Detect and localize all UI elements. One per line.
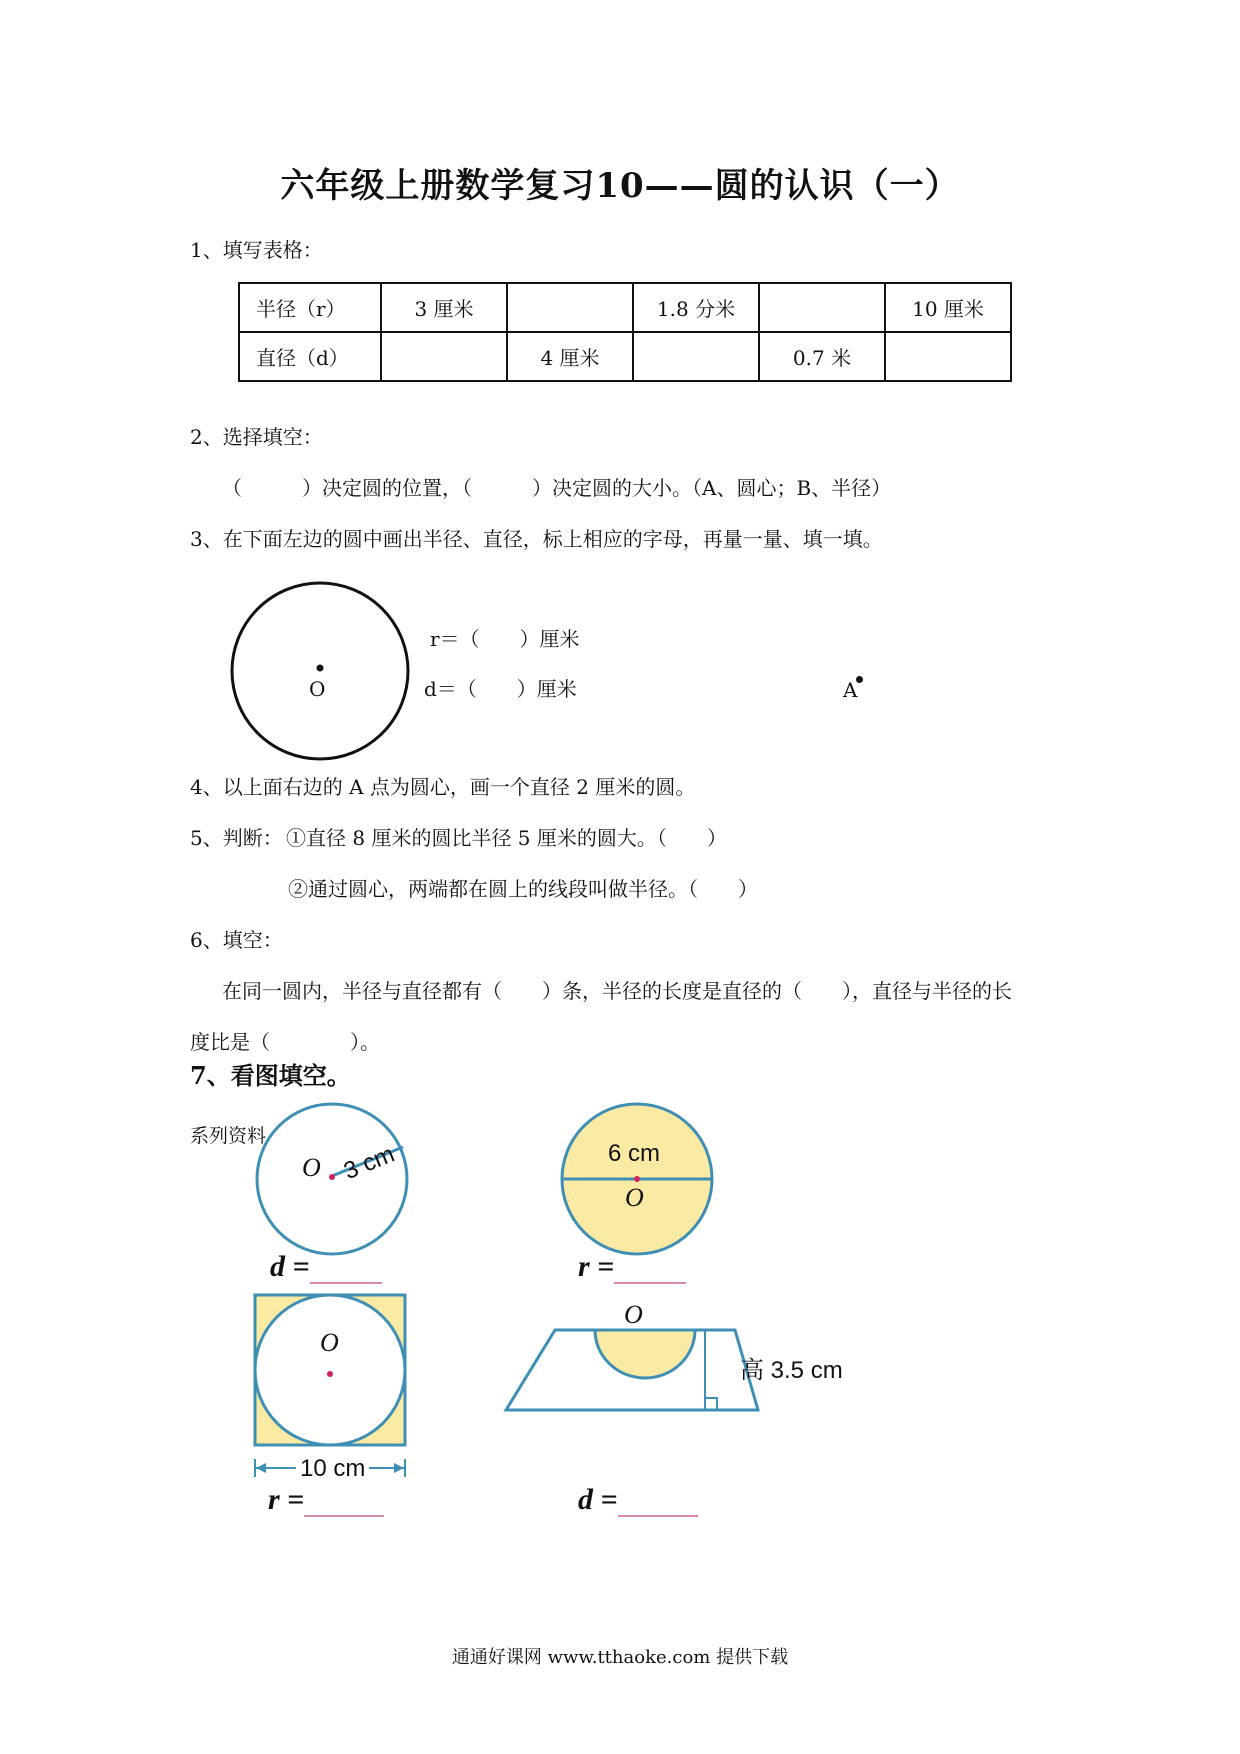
question-2-text: （ ）决定圆的位置，（ ）决定圆的大小。（A、圆心；B、半径） <box>222 476 892 500</box>
table-row <box>239 283 1011 332</box>
figure-3-circle <box>255 1295 405 1445</box>
figure-1-center-label: O <box>302 1153 321 1182</box>
diameter-answer-line: d＝（ ）厘米 <box>424 677 577 701</box>
question-6-line-2: 度比是（ ）。 <box>190 1030 380 1054</box>
answer-blank <box>304 1493 384 1517</box>
figure-3-answer-label: r = <box>268 1483 305 1516</box>
figure-1-svg <box>250 1097 420 1267</box>
page-title: 六年级上册数学复习10——圆的认识（一） <box>280 166 960 206</box>
figure-3-center-label: O <box>320 1328 339 1357</box>
figure-2-answer-label: r = <box>578 1250 615 1283</box>
answer-blank <box>618 1493 698 1517</box>
figure-1-answer <box>270 1250 382 1284</box>
table-cell: 0.7 米 <box>759 332 885 381</box>
figure-4-answer-label: d = <box>578 1483 618 1516</box>
figure-4-answer <box>578 1483 698 1517</box>
question-4-text: 4、以上面右边的 A 点为圆心，画一个直径 2 厘米的圆。 <box>190 775 696 799</box>
table-cell: 1.8 分米 <box>633 283 759 332</box>
question-5-item-1: ①直径 8 厘米的圆比半径 5 厘米的圆大。（ ） <box>286 826 727 850</box>
figure-2-measure: 6 cm <box>608 1140 661 1167</box>
question-1-prompt: 1、填写表格： <box>190 238 323 262</box>
table-header-cell: 直径（d） <box>239 332 381 381</box>
table-cell <box>381 332 507 381</box>
center-point <box>317 665 324 672</box>
table-row <box>239 332 1011 381</box>
table-cell: 4 厘米 <box>507 332 633 381</box>
radius-answer-line: r＝（ ）厘米 <box>430 627 580 651</box>
figure-4-measure: 高 3.5 cm <box>740 1357 843 1384</box>
page-footer: 通通好课网 www.tthaoke.com 提供下载 <box>451 1647 789 1668</box>
table-cell: 3 厘米 <box>381 283 507 332</box>
figure-3-svg <box>248 1288 418 1458</box>
question-6-prompt: 6、填空： <box>190 928 283 952</box>
table-cell <box>507 283 633 332</box>
question-6-line-1: 在同一圆内，半径与直径都有（ ）条，半径的长度是直径的（ ），直径与半径的长 <box>222 979 1012 1003</box>
table-cell <box>885 332 1011 381</box>
figure-3-answer <box>268 1483 384 1517</box>
figure-2-answer <box>578 1250 686 1284</box>
figure-4-svg <box>500 1318 760 1418</box>
figure-3-measure: 10 cm <box>296 1455 369 1483</box>
question-5-item-2: ②通过圆心，两端都在圆上的线段叫做半径。（ ） <box>288 877 758 901</box>
question-5-prompt: 5、判断： <box>190 826 283 850</box>
question-7-prompt: 7、看图填空。 <box>190 1061 351 1090</box>
answer-blank <box>310 1260 382 1284</box>
figure-1-center-dot <box>329 1174 335 1180</box>
arrow-left-icon <box>256 1463 266 1473</box>
table-header-cell: 半径（r） <box>239 283 381 332</box>
figure-1-measure: 3 cm <box>340 1140 399 1186</box>
point-a-label: A <box>843 678 858 702</box>
table-cell <box>633 332 759 381</box>
table-cell <box>759 283 885 332</box>
answer-blank <box>614 1260 686 1284</box>
question-3-prompt: 3、在下面左边的圆中画出半径、直径，标上相应的字母，再量一量、填一填。 <box>190 527 883 551</box>
figure-2-svg <box>555 1097 725 1267</box>
side-note: 系列资料 <box>190 1126 267 1147</box>
figure-1-answer-label: d = <box>270 1250 310 1283</box>
figure-4-center-label: O <box>624 1300 643 1329</box>
radius-diameter-table <box>238 282 1012 382</box>
arrow-right-icon <box>394 1463 404 1473</box>
question-2-prompt: 2、选择填空： <box>190 425 323 449</box>
figure-2-center-label: O <box>625 1183 644 1212</box>
figure-3-center-dot <box>327 1371 333 1377</box>
circle-o-figure <box>225 576 415 766</box>
figure-2-center-dot <box>634 1176 640 1182</box>
center-label-o: O <box>309 677 326 701</box>
table-cell: 10 厘米 <box>885 283 1011 332</box>
